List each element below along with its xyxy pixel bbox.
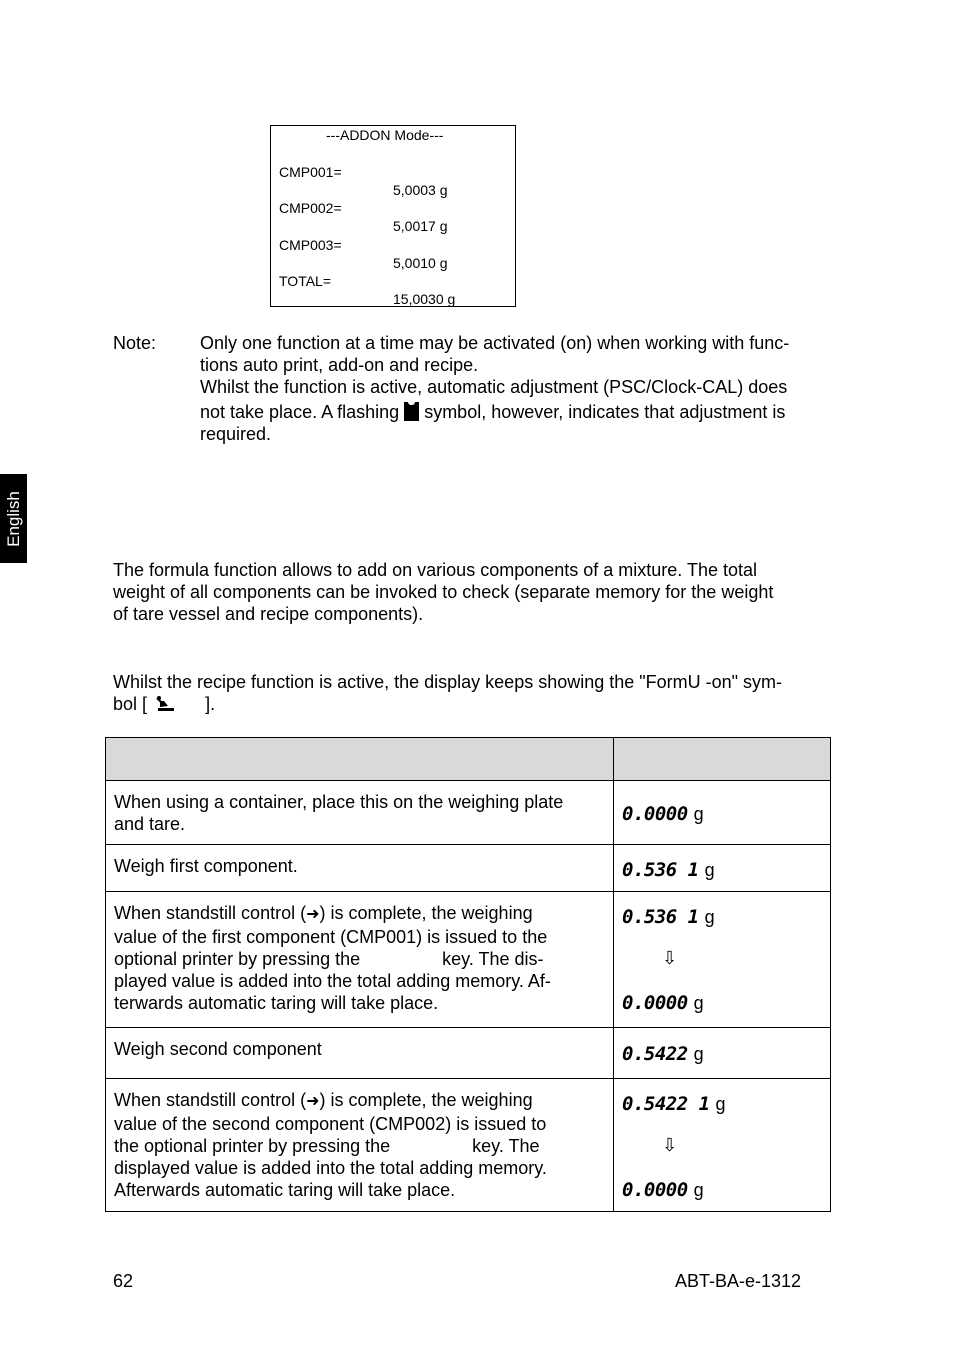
down-arrow-icon: ⇩: [662, 948, 678, 968]
display-reading: 0.536 1 g: [622, 906, 715, 928]
addon-printout-box: [270, 125, 516, 307]
note-line: not take place. A flashing symbol, however, indicates that adjustment is: [200, 402, 786, 422]
note-line: tions auto print, add-on and recipe.: [200, 355, 479, 375]
down-arrow-icon: ⇩: [662, 1135, 678, 1155]
active-line: bol [ ].: [113, 694, 216, 714]
display-reading: 0.0000 g: [622, 992, 704, 1014]
instruction-cell: When standstill control (➜) is complete, the weighing value of the first component (CMP001) is issued to the optional printer by pressing the key. The dis- played value is added into the total adding memory. Af- terwards automatic taring will take place.: [106, 892, 614, 1028]
printout-label: CMP001=: [279, 164, 342, 180]
display-cell: [614, 845, 831, 892]
calibration-weight-icon: [404, 402, 419, 421]
table-row: [106, 1079, 831, 1212]
display-cell: [614, 1079, 831, 1212]
note-label: Note:: [113, 333, 157, 353]
formula-symbol-icon: [154, 695, 176, 713]
intro-line: The formula function allows to add on various components of a mixture. The total: [113, 560, 758, 580]
display-reading: 0.5422 1 g: [622, 1093, 726, 1115]
display-reading: 0.0000 g: [622, 803, 704, 825]
display-reading: 0.5422 g: [622, 1043, 704, 1065]
printout-value: 5,0003 g: [393, 182, 448, 198]
language-tab: [0, 474, 27, 563]
table-row: [106, 845, 831, 892]
printout-label: TOTAL=: [279, 273, 332, 289]
printout-value: 5,0010 g: [393, 255, 448, 271]
instruction-cell: Weigh first component.: [106, 845, 614, 892]
active-paragraph: [113, 671, 782, 715]
note-text: [200, 332, 789, 445]
display-cell: [614, 892, 831, 1028]
table-header-row: [106, 738, 831, 781]
display-cell: [614, 781, 831, 845]
intro-paragraph: [113, 559, 773, 625]
procedure-table: [105, 737, 831, 1212]
printout-label: CMP002=: [279, 200, 342, 216]
document-id: ABT-BA-e-1312: [675, 1271, 802, 1291]
table-row: [106, 781, 831, 845]
printout-title: ---ADDON Mode---: [326, 127, 444, 143]
printout-value: 15,0030 g: [393, 291, 456, 307]
standstill-arrow-icon: ➜: [306, 906, 320, 923]
instruction-cell: When using a container, place this on the weighing plate and tare.: [106, 781, 614, 845]
table-row: [106, 1028, 831, 1079]
active-line: Whilst the recipe function is active, the display keeps showing the "FormU -on" sym-: [113, 672, 783, 692]
table-header-cell: [106, 738, 614, 781]
table-row: [106, 892, 831, 1028]
table-header-cell: [614, 738, 831, 781]
note-line: required.: [200, 424, 272, 444]
intro-line: of tare vessel and recipe components).: [113, 604, 424, 624]
instruction-cell: Weigh second component: [106, 1028, 614, 1079]
note-line: Only one function at a time may be activated (on) when working with func-: [200, 333, 790, 353]
display-reading: 0.0000 g: [622, 1179, 704, 1201]
printout-value: 5,0017 g: [393, 218, 448, 234]
page-number: 62: [113, 1271, 134, 1291]
display-cell: [614, 1028, 831, 1079]
printout-label: CMP003=: [279, 237, 342, 253]
intro-line: weight of all components can be invoked to check (separate memory for the weight: [113, 582, 774, 602]
note-line: Whilst the function is active, automatic adjustment (PSC/Clock-CAL) does: [200, 377, 788, 397]
instruction-cell: When standstill control (➜) is complete, the weighing value of the second component (CMP002) is issued to the optional printer by pressing the key. The displayed value is added into the total adding memory. Afterwards automatic taring will take place.: [106, 1079, 614, 1212]
display-reading: 0.536 1 g: [622, 859, 715, 881]
standstill-arrow-icon: ➜: [306, 1093, 320, 1110]
language-label: English: [3, 490, 23, 547]
